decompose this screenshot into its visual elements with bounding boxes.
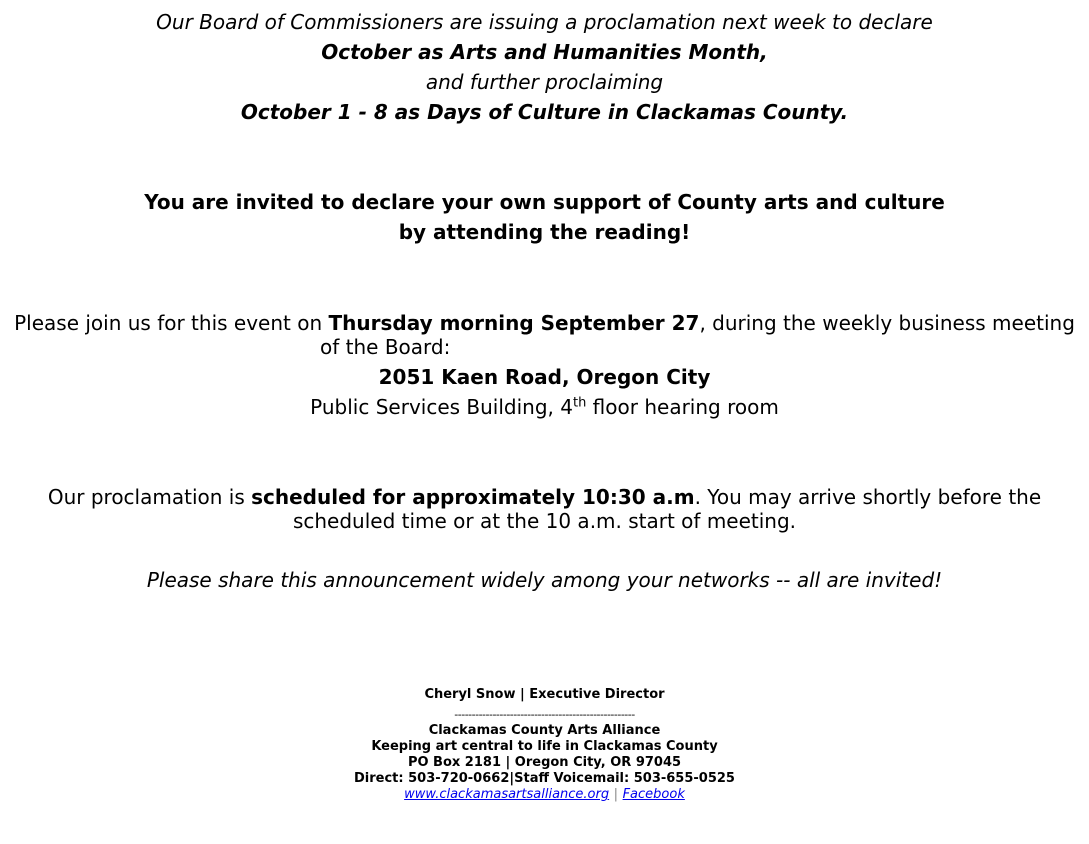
- schedule-suffix: . You may arrive shortly before the: [694, 485, 1042, 509]
- schedule-line-2: scheduled time or at the 10 a.m. start of meeting.: [292, 509, 797, 533]
- event-intro-line-2: of the Board:: [320, 335, 451, 359]
- invitation-line-1: You are invited to declare your own support of County arts and culture: [144, 190, 945, 214]
- invitation-line-2: by attending the reading!: [398, 220, 691, 244]
- proclamation-line-2: October as Arts and Humanities Month,: [321, 40, 768, 64]
- event-date: Thursday morning September 27: [328, 311, 700, 335]
- signature-org: Clackamas County Arts Alliance: [428, 723, 661, 738]
- signature-tagline: Keeping art central to life in Clackamas County: [371, 739, 718, 754]
- schedule-prefix: Our proclamation is: [47, 485, 252, 509]
- website-link[interactable]: www.clackamasartsalliance.org: [404, 787, 610, 802]
- event-intro: [0, 311, 1089, 335]
- divider-dashes: ----------------------------------------------------: [454, 708, 635, 721]
- event-building: [0, 395, 1089, 419]
- signature-name-title: Cheryl Snow | Executive Director: [424, 687, 665, 702]
- event-intro-suffix: , during the weekly business meeting: [699, 311, 1075, 335]
- signature-address: PO Box 2181 | Oregon City, OR 97045: [407, 755, 682, 770]
- event-building-prefix: Public Services Building, 4: [310, 395, 573, 419]
- share-line: Please share this announcement widely among your networks -- all are invited!: [146, 568, 943, 592]
- schedule-time: scheduled for approximately 10:30 a.m: [251, 485, 695, 509]
- facebook-link[interactable]: Facebook: [622, 787, 685, 802]
- signature-links: [0, 787, 1089, 802]
- event-building-suffix: floor hearing room: [586, 395, 779, 419]
- proclamation-line-1: Our Board of Commissioners are issuing a proclamation next week to declare: [156, 10, 933, 34]
- event-intro-prefix: Please join us for this event on: [14, 311, 329, 335]
- signature-divider: [0, 707, 1089, 722]
- proclamation-line-4: October 1 - 8 as Days of Culture in Clackamas County.: [240, 100, 849, 124]
- event-address: 2051 Kaen Road, Oregon City: [378, 365, 711, 389]
- signature-phones: Direct: 503-720-0662|Staff Voicemail: 503-655-0525: [354, 771, 735, 786]
- schedule-line-1: [0, 485, 1089, 509]
- proclamation-line-3: and further proclaiming: [425, 70, 664, 94]
- event-building-sup: th: [572, 395, 587, 411]
- link-separator: |: [613, 787, 619, 802]
